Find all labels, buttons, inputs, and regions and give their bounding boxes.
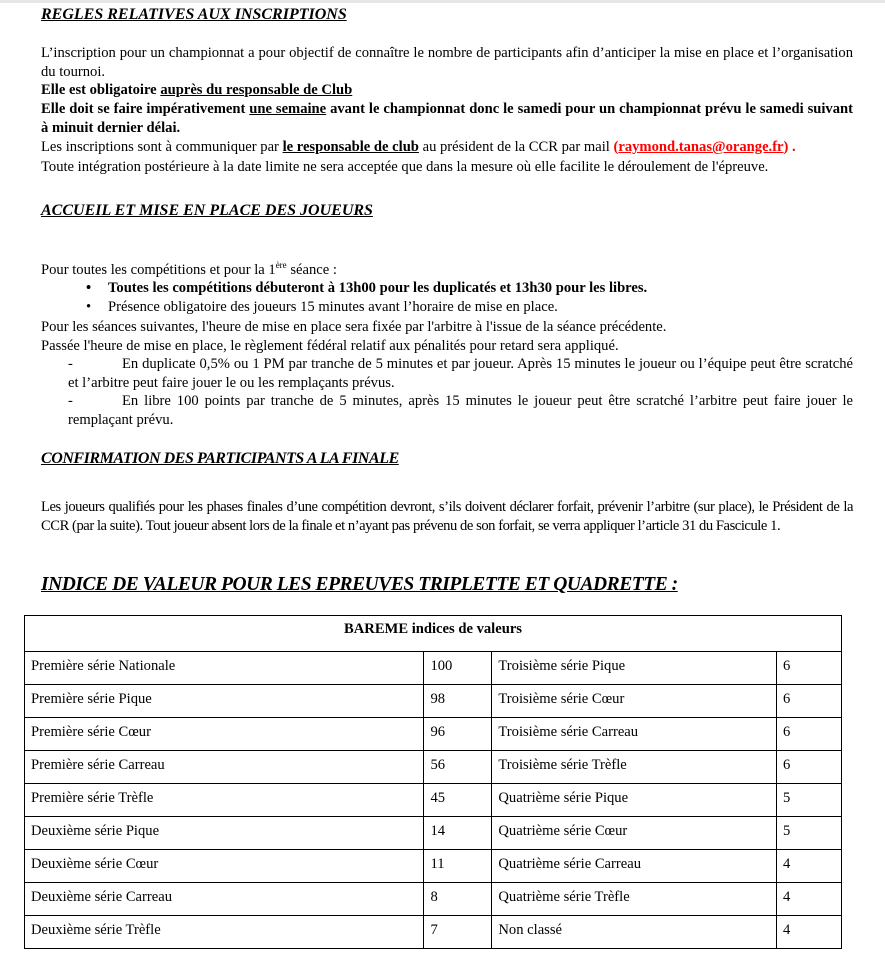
section-title-inscriptions: REGLES RELATIVES AUX INSCRIPTIONS: [41, 6, 347, 23]
table-row: Deuxième série Pique 14 Quatrième série Cœur 5: [25, 817, 842, 850]
inscriptions-paragraph-1: L’inscription pour un championnat a pour objectif de connaître le nombre de participants afin d’anticiper la mise en place et l’organisation du tournoi.: [41, 45, 853, 80]
dash-icon: -: [68, 393, 73, 409]
table-row: Première série Nationale 100 Troisième série Pique 6: [25, 652, 842, 685]
une-semaine-text: une semaine: [249, 101, 327, 117]
inscriptions-paragraph-5: Toute intégration postérieure à la date limite ne sera acceptée que dans la mesure où elle facilite le déroulement de l'épreuve.: [41, 159, 769, 175]
dash-item: - En libre 100 points par tranche de 5 minutes, après 15 minutes le joueur peut être scratché l’arbitre peut faire jouer le remplaçant prévu.: [68, 393, 853, 428]
table-row: Première série Carreau 56 Troisième série Trèfle 6: [25, 751, 842, 784]
accueil-intro: Pour toutes les compétitions et pour la 1ère séance :: [41, 260, 337, 278]
table-row: Première série Trèfle 45 Quatrième série Pique 5: [25, 784, 842, 817]
section-title-indice: INDICE DE VALEUR POUR LES EPREUVES TRIPLETTE ET QUADRETTE :: [41, 574, 678, 595]
bareme-table: [24, 615, 842, 949]
responsable-club-text: auprès du responsable de Club: [160, 82, 353, 98]
bullet-item: • Toutes les compétitions débuteront à 13h00 pour les duplicatés et 13h30 pour les libres.: [86, 280, 648, 296]
table-row: Première série Cœur 96 Troisième série Carreau 6: [25, 718, 842, 751]
email-link[interactable]: raymond.tanas@orange.fr: [618, 139, 784, 155]
confirmation-paragraph: Les joueurs qualifiés pour les phases finales d’une compétition devront, s’ils doivent déclarer forfait, prévenir l’arbitre (sur place), le Président de la CCR (par la suite). Tout joueur absent lors de la finale et n’ayant pas prévenu de son forfait, se verra appliquer l’article 31 du Fascicule 1.: [41, 499, 853, 534]
bullet-icon: •: [86, 299, 92, 315]
bullet-icon: •: [86, 280, 92, 296]
bullet-item: • Présence obligatoire des joueurs 15 minutes avant l’horaire de mise en place.: [86, 299, 558, 315]
table-row: Première série Pique 98 Troisième série Cœur 6: [25, 685, 842, 718]
table-row: Deuxième série Carreau 8 Quatrième série Trèfle 4: [25, 883, 842, 916]
section-title-confirmation: CONFIRMATION DES PARTICIPANTS A LA FINALE: [41, 450, 399, 467]
table-header: BAREME indices de valeurs: [25, 616, 842, 652]
inscriptions-paragraph-4: Les inscriptions sont à communiquer par le responsable de club au président de la CCR par mail (raymond.tanas@orange.fr) .: [41, 139, 796, 155]
table-row: Deuxième série Cœur 11 Quatrième série Carreau 4: [25, 850, 842, 883]
section-title-accueil: ACCUEIL ET MISE EN PLACE DES JOUEURS: [41, 202, 373, 219]
top-border: [0, 0, 885, 3]
dash-item: - En duplicate 0,5% ou 1 PM par tranche de 5 minutes et par joueur. Après 15 minutes le joueur ou l’équipe peut être scratché et l’arbitre peut faire jouer le ou les remplaçants prévus.: [68, 356, 853, 391]
obligatoire-text: Elle est obligatoire: [41, 82, 161, 98]
accueil-line-1: Pour les séances suivantes, l'heure de mise en place sera fixée par l'arbitre à l'issue de la séance précédente.: [41, 319, 667, 335]
table-row: Deuxième série Trèfle 7 Non classé 4: [25, 916, 842, 949]
inscriptions-paragraph-2: [41, 81, 352, 100]
le-responsable-de-club-text: le responsable de club: [282, 139, 419, 155]
inscriptions-paragraph-3: Elle doit se faire impérativement une semaine avant le championnat donc le samedi pour un championnat prévu le samedi suivant à minuit dernier délai.: [41, 101, 853, 136]
accueil-line-2: Passée l'heure de mise en place, le règlement fédéral relatif aux pénalités pour retard sera appliqué.: [41, 338, 619, 354]
dash-icon: -: [68, 356, 73, 372]
